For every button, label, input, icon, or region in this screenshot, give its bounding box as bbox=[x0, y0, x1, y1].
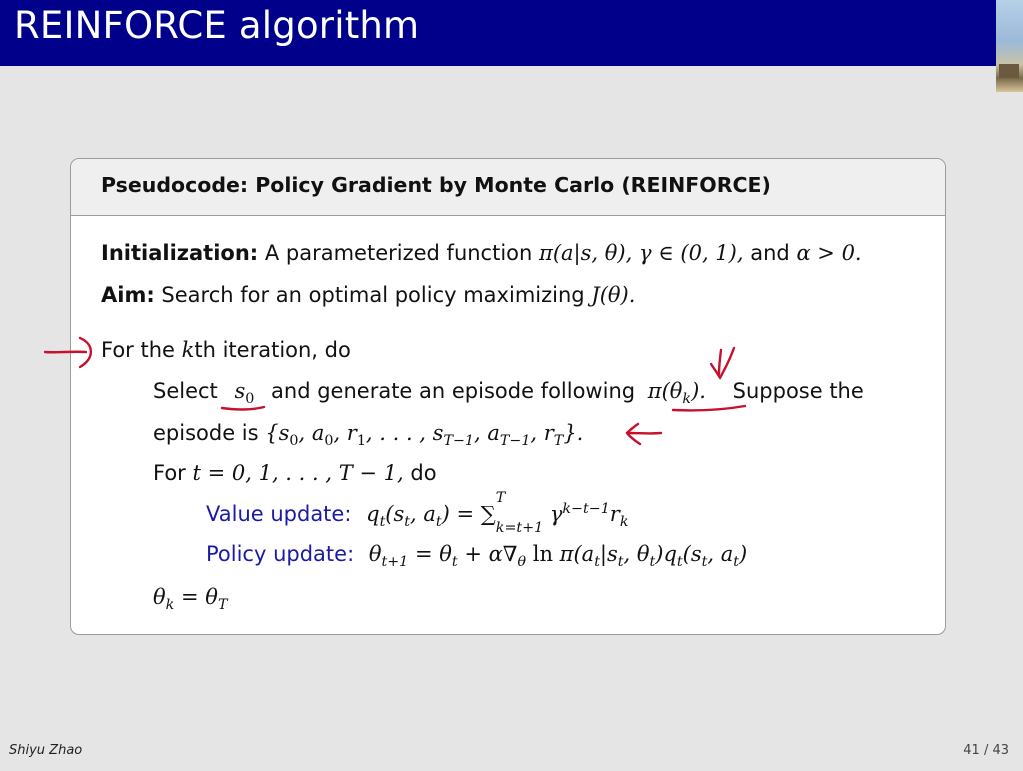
aim-label: Aim: bbox=[101, 283, 155, 307]
for-k-text-1: For the bbox=[101, 338, 175, 362]
for-t-math: t = 0, 1, . . . , T − 1, bbox=[192, 461, 404, 485]
policy-update-line bbox=[206, 542, 747, 570]
footer-author: Shiyu Zhao bbox=[9, 743, 83, 758]
initialization-line bbox=[101, 241, 862, 265]
select-text-1: Select bbox=[153, 379, 218, 403]
for-t-text-2: do bbox=[410, 461, 437, 485]
episode-text: episode is bbox=[153, 421, 259, 445]
select-policy: $\pi(\theta_k)$. bbox=[647, 379, 706, 408]
initialization-math-policy: π(a|s, θ), bbox=[539, 241, 633, 265]
value-update-line bbox=[206, 490, 629, 537]
for-t-line bbox=[153, 461, 437, 485]
footer-page-number: 41 / 43 bbox=[963, 743, 1009, 758]
slide-title-bar bbox=[0, 0, 996, 66]
select-line bbox=[153, 379, 864, 407]
select-s0: $s_0$ bbox=[234, 379, 255, 408]
initialization-math-gamma: γ ∈ (0, 1), bbox=[638, 241, 744, 265]
episode-math: {$s_0$, $a_0$, $r_1$, . . . , $s_{T-1}$, $a_{T-1}$, $r_T$}. bbox=[265, 421, 584, 450]
episode-line bbox=[153, 421, 583, 449]
initialization-label: Initialization: bbox=[101, 241, 259, 265]
select-text-2: and generate an episode following bbox=[271, 379, 636, 403]
pseudocode-block bbox=[70, 158, 946, 635]
policy-update-label: Policy update: bbox=[206, 542, 355, 566]
policy-update-math: $\theta_{t+1} = \theta_t + \alpha\nabla_\theta$ $\ln \pi(a_t|s_t$, $\theta_t)q_t(s_t$, $a_t$) bbox=[368, 542, 748, 571]
pseudocode-title: Pseudocode: Policy Gradient by Monte Carlo (REINFORCE) bbox=[101, 173, 771, 197]
value-update-label: Value update: bbox=[206, 502, 352, 526]
initialization-and: and bbox=[750, 241, 790, 265]
final-update-math: $\theta_k = \theta_T$ bbox=[153, 585, 228, 614]
initialization-text: A parameterized function bbox=[264, 241, 533, 265]
value-update-math: $q_t(s_t$, $a_t$) = ∑ T $_{k=t+1}$ $\gamma^{k-t-1}r_k$ bbox=[366, 490, 629, 537]
select-text-3: Suppose the bbox=[732, 379, 864, 403]
thumbnail-image bbox=[996, 0, 1023, 92]
aim-line bbox=[101, 283, 635, 307]
aim-text: Search for an optimal policy maximizing bbox=[161, 283, 585, 307]
for-k-var: k bbox=[181, 338, 195, 362]
for-k-line bbox=[101, 338, 351, 362]
for-k-text-2: th iteration, do bbox=[194, 338, 351, 362]
initialization-math-alpha: α > 0. bbox=[796, 241, 862, 265]
pseudocode-header bbox=[71, 159, 945, 216]
final-update-line bbox=[153, 585, 227, 613]
slide-title: REINFORCE algorithm bbox=[14, 4, 420, 47]
thumbnail-building bbox=[999, 64, 1019, 78]
for-t-text-1: For bbox=[153, 461, 186, 485]
aim-math: J(θ). bbox=[591, 283, 636, 307]
